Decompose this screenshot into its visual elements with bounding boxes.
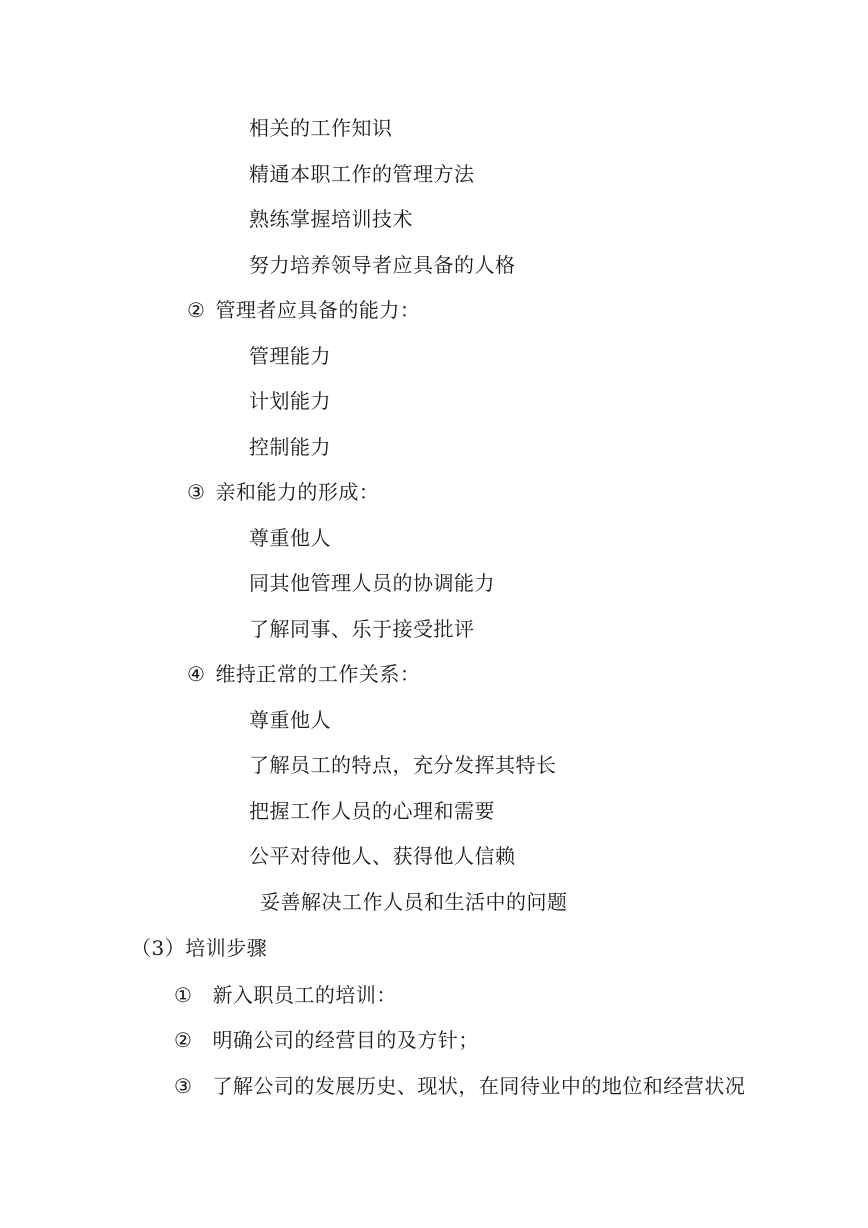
list-number: ③ — [187, 480, 206, 504]
step-text: 了解公司的发展历史、现状，在同待业中的地位和经营状况 — [212, 1074, 746, 1098]
heading-text: 维持正常的工作关系： — [215, 662, 421, 686]
list-item: 了解员工的特点，充分发挥其特长 — [249, 753, 557, 777]
numbered-heading — [187, 479, 379, 505]
list-item: 尊重他人 — [249, 526, 331, 550]
list-item: 努力培养领导者应具备的人格 — [249, 253, 516, 277]
numbered-step — [174, 1073, 745, 1099]
list-number: ② — [187, 298, 206, 322]
section-heading: （3）培训步骤 — [131, 936, 268, 960]
list-number: ① — [174, 983, 193, 1007]
list-item: 了解同事、乐于接受批评 — [249, 617, 475, 641]
numbered-step — [174, 982, 397, 1008]
list-item: 相关的工作知识 — [249, 116, 393, 140]
list-item: 精通本职工作的管理方法 — [249, 162, 475, 186]
heading-text: 亲和能力的形成： — [215, 480, 380, 504]
numbered-heading — [187, 661, 420, 687]
list-item: 熟练掌握培训技术 — [249, 207, 413, 231]
list-item: 公平对待他人、获得他人信赖 — [249, 844, 516, 868]
list-number: ③ — [174, 1074, 193, 1098]
list-item: 同其他管理人员的协调能力 — [249, 571, 495, 595]
numbered-step — [174, 1027, 479, 1053]
numbered-heading — [187, 297, 420, 323]
list-number: ② — [174, 1028, 193, 1052]
step-text: 明确公司的经营目的及方针； — [212, 1028, 479, 1052]
heading-text: 管理者应具备的能力： — [215, 298, 421, 322]
list-item: 管理能力 — [249, 344, 331, 368]
list-item: 控制能力 — [249, 435, 331, 459]
list-item: 计划能力 — [249, 389, 331, 413]
list-item: 妥善解决工作人员和生活中的问题 — [260, 890, 568, 914]
list-number: ④ — [187, 662, 206, 686]
list-item: 把握工作人员的心理和需要 — [249, 799, 495, 823]
list-item: 尊重他人 — [249, 708, 331, 732]
step-text: 新入职员工的培训： — [212, 983, 397, 1007]
